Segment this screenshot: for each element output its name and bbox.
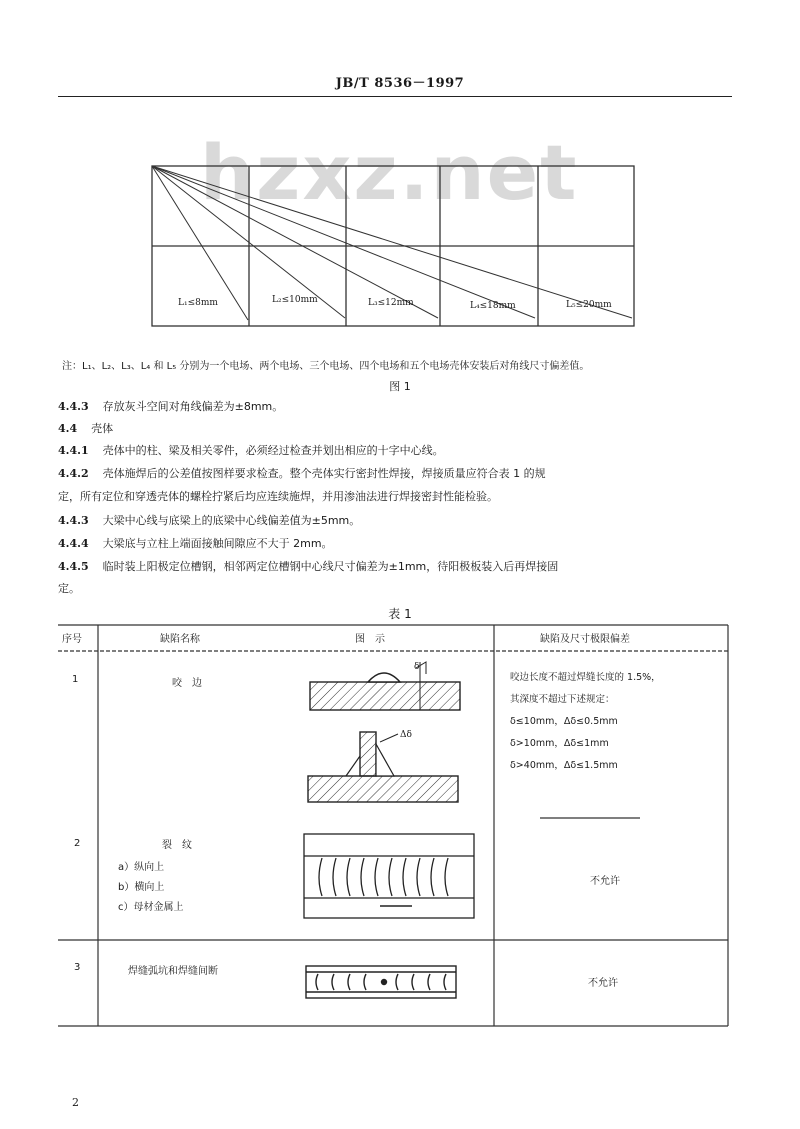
table-row-1-limit-line: 咬边长度不超过焊缝长度的 1.5%， bbox=[510, 672, 661, 683]
table-header-limits: 缺陷及尺寸极限偏差 bbox=[540, 634, 630, 645]
paragraph-4-4-4: 4.4.4 大梁底与立柱上端面接触间隙应不大于 2mm。 bbox=[58, 537, 333, 550]
paragraph-4-4-5-continued: 定。 bbox=[58, 582, 80, 595]
figure-note: 注：L₁、L₂、L₃、L₄ 和 L₅ 分别为一个电场、两个电场、三个电场、四个电场和五个电场壳体安装后对角线尺寸偏差值。 bbox=[62, 361, 590, 372]
table-row-1-limit-line: δ>40mm，Δδ≤1.5mm bbox=[510, 760, 618, 771]
paragraph-4-3-3: 4.4.3 存放灰斗空间对角线偏差为±8mm。 bbox=[58, 400, 284, 413]
table-header-illustration: 图 示 bbox=[355, 634, 385, 645]
paragraph-4-4-2: 4.4.2 壳体施焊后的公差值按图样要求检查。整个壳体实行密封性焊接，焊接质量应符合表 1 的规 bbox=[58, 467, 546, 480]
table-row-2-subitem: a）纵向上 bbox=[118, 862, 165, 873]
table-row-3-no: 3 bbox=[74, 962, 81, 973]
watermark: hzxz.net bbox=[200, 128, 579, 217]
table-row-1-limit-line: δ≤10mm，Δδ≤0.5mm bbox=[510, 716, 618, 727]
table-row-3-name: 焊缝弧坑和焊缝间断 bbox=[128, 966, 218, 977]
document-header-title: JB/T 8536－1997 bbox=[335, 76, 465, 91]
table-row-3-limit: 不允许 bbox=[588, 978, 618, 989]
figure-label-l3: L₃≤12mm bbox=[368, 298, 414, 308]
table-row-1-limit-line: 其深度不超过下述规定： bbox=[510, 694, 615, 705]
figure-label-l2: L₂≤10mm bbox=[272, 295, 318, 305]
paragraph-4-4-2-continued: 定，所有定位和穿透壳体的螺栓拧紧后均应连续施焊，并用渗油法进行焊接密封性能检验。 bbox=[58, 490, 498, 503]
table-row-2-name: 裂 纹 bbox=[162, 840, 192, 851]
figure-label-l1: L₁≤8mm bbox=[178, 298, 218, 308]
crater-weld-illustration bbox=[306, 966, 456, 998]
fig-label-delta-delta: Δδ bbox=[400, 730, 412, 740]
table-row-1-no: 1 bbox=[72, 674, 79, 685]
undercut-butt-weld-illustration bbox=[310, 662, 460, 710]
figure-label-l5: L₅≤20mm bbox=[566, 300, 612, 310]
table-header-defect-name: 缺陷名称 bbox=[160, 634, 200, 645]
table-row-2-subitem: b）横向上 bbox=[118, 882, 165, 893]
table-row-2-subitem: c）母材金属上 bbox=[118, 902, 184, 913]
page-number: 2 bbox=[72, 1096, 79, 1109]
figure-caption: 图 1 bbox=[389, 380, 411, 393]
paragraph-4-4-3: 4.4.3 大梁中心线与底梁上的底梁中心线偏差值为±5mm。 bbox=[58, 514, 361, 527]
table-row-2-no: 2 bbox=[74, 838, 81, 849]
paragraph-4-4-5: 4.4.5 临时装上阳极定位槽钢，相邻两定位槽钢中心线尺寸偏差为±1mm，待阳极板装入后再焊接固 bbox=[58, 560, 559, 573]
table-row-2-limit: 不允许 bbox=[590, 876, 620, 887]
fig-label-delta: δ bbox=[414, 662, 420, 672]
table-row-1-limit-line: δ>10mm，Δδ≤1mm bbox=[510, 738, 609, 749]
table-title: 表 1 bbox=[388, 607, 412, 621]
table-header-no: 序号 bbox=[62, 634, 82, 645]
table-row-1-name: 咬 边 bbox=[172, 678, 202, 689]
figure-label-l4: L₄≤18mm bbox=[470, 301, 516, 311]
paragraph-4-4-1: 4.4.1 壳体中的柱、梁及相关零件，必须经过检查并划出相应的十字中心线。 bbox=[58, 444, 444, 457]
undercut-fillet-weld-illustration bbox=[308, 732, 458, 802]
section-heading-4-4: 4.4 壳体 bbox=[58, 422, 114, 435]
crack-weld-illustration bbox=[304, 834, 474, 918]
